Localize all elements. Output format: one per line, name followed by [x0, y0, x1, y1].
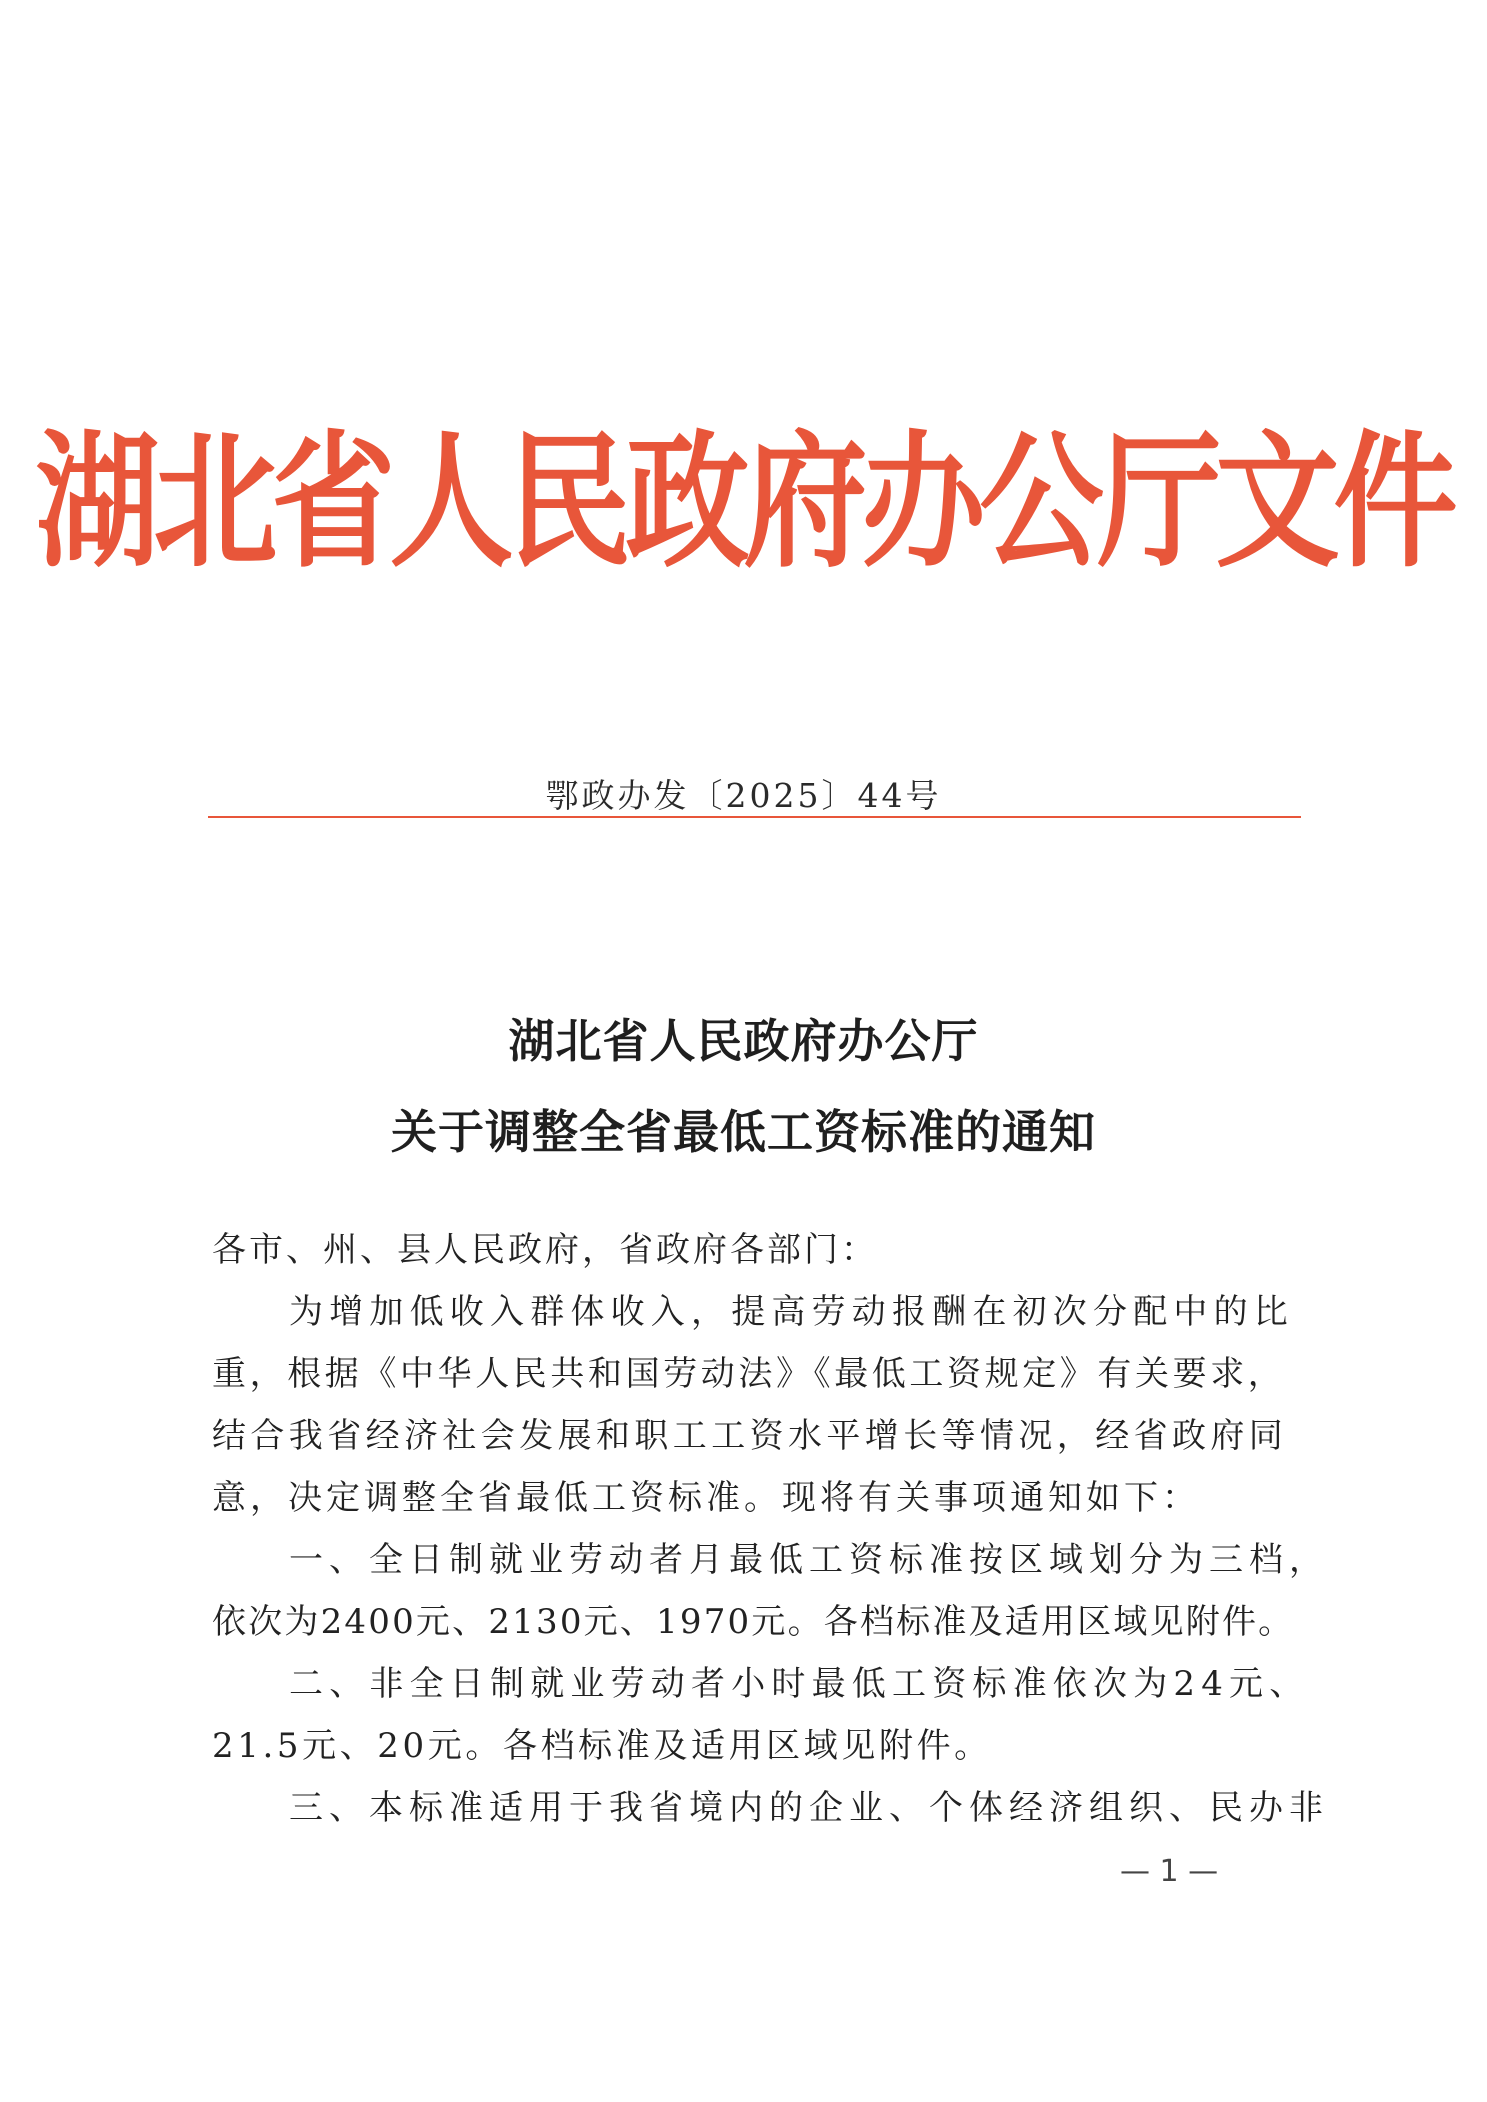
body-line: 21.5元、20元。各档标准及适用区域见附件。: [212, 1726, 992, 1766]
salutation: 各市、州、县人民政府，省政府各部门：: [212, 1230, 878, 1270]
body-line: 为增加低收入群体收入，提高劳动报酬在初次分配中的比: [289, 1292, 1294, 1332]
red-divider-line: [208, 816, 1301, 818]
body-line: 意，决定调整全省最低工资标准。现将有关事项通知如下：: [212, 1478, 1200, 1518]
body-line: 三、本标准适用于我省境内的企业、个体经济组织、民办非: [289, 1788, 1329, 1828]
body-line: 依次为2400元、2130元、1970元。各档标准及适用区域见附件。: [212, 1602, 1295, 1642]
body-line: 二、非全日制就业劳动者小时最低工资标准依次为24元、: [289, 1664, 1310, 1704]
page-number: — 1 —: [1120, 1854, 1219, 1889]
body-line: 结合我省经济社会发展和职工工资水平增长等情况，经省政府同: [212, 1416, 1288, 1456]
body-line: 一、全日制就业劳动者月最低工资标准按区域划分为三档，: [289, 1540, 1329, 1580]
document-number: 鄂政办发〔2025〕44号: [545, 776, 942, 815]
body-line: 重，根据《中华人民共和国劳动法》《最低工资规定》有关要求，: [212, 1354, 1286, 1394]
notice-title-line-2: 关于调整全省最低工资标准的通知: [391, 1105, 1096, 1159]
notice-title-line-1: 湖北省人民政府办公厅: [508, 1014, 979, 1068]
masthead-title: 湖北省人民政府办公厅文件: [35, 418, 1452, 589]
